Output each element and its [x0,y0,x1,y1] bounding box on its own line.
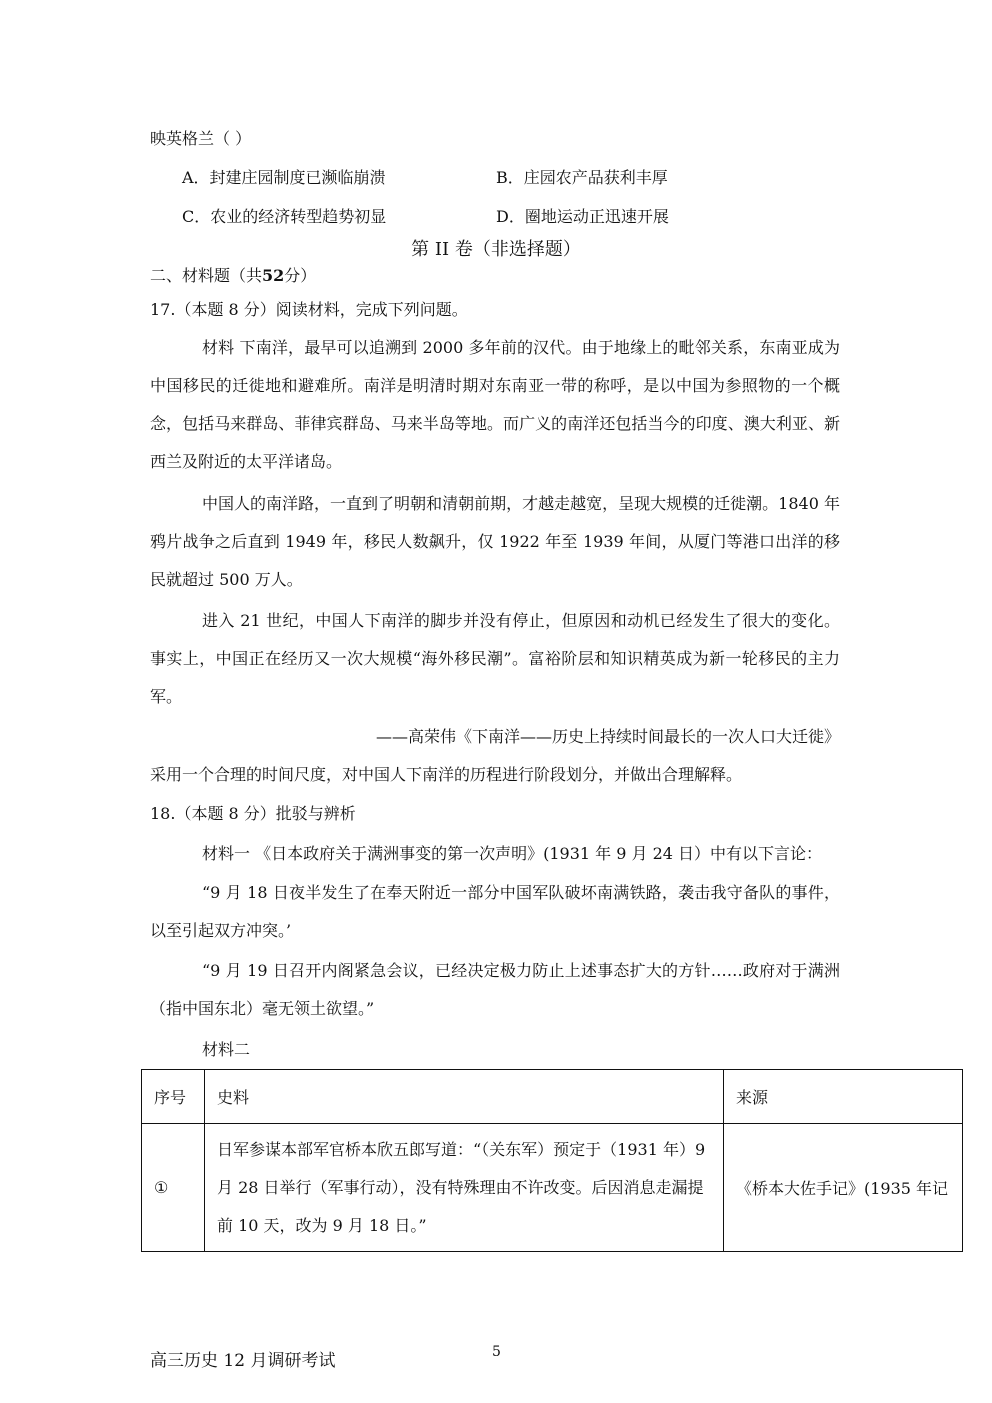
q17-citation: ——高荣伟《下南洋——历史上持续时间最长的一次人口大迁徙》 [375,727,840,746]
table-header-text: 史料 [205,1070,724,1124]
material2-table [141,1069,963,1252]
q16-option-c: C．农业的经济转型趋势初显 [182,207,387,226]
table-cell-no: ① [142,1124,205,1252]
q18-material1-intro: 材料一 《日本政府关于满洲事变的第一次声明》(1931 年 9 月 24 日）中有以下言论： [202,844,823,863]
q16-option-d: D．圈地运动正迅速开展 [496,207,669,226]
q18-material1-quote-2: “9 月 19 日召开内阁紧急会议，已经决定极力防止上述事态扩大的方针……政府对于满洲（指中国东北）毫无领土欲望。” [150,961,840,1018]
q18-header: 18.（本题 8 分）批驳与辨析 [150,804,356,823]
section-heading-suffix: 分） [284,266,317,285]
table-header-row [142,1070,963,1124]
section-heading [150,265,316,287]
footer-exam-title: 高三历史 12 月调研考试 [150,1351,336,1371]
q16-option-b: B．庄园农产品获利丰厚 [496,168,668,187]
table-cell-text-content: 日军参谋本部军官桥本欣五郎写道：“（关东军）预定于（1931 年）9 月 28 日举行（军事行动），没有特殊理由不许改变。后因消息走漏提前 10 天，改为 9 月 18 日。” [217,1139,706,1235]
q17-material-para-2: 中国人的南洋路，一直到了明朝和清朝前期，才越走越宽，呈现大规模的迁徙潮。1840 年鸦片战争之后直到 1949 年，移民人数飙升，仅 1922 年至 1939 年间，从厦门等港口出洋的移民就超过 500 万人。 [150,494,840,589]
q17-task: 采用一个合理的时间尺度，对中国人下南洋的历程进行阶段划分，并做出合理解释。 [150,765,743,784]
q16-stem-tail: 映英格兰（ ） [150,129,252,148]
section-heading-points: 52 [262,266,285,285]
q17-header: 17.（本题 8 分）阅读材料，完成下列问题。 [150,300,468,319]
table-row [142,1124,963,1252]
q17-material-para-3: 进入 21 世纪，中国人下南洋的脚步并没有停止，但原因和动机已经发生了很大的变化。事实上，中国正在经历又一次大规模“海外移民潮”。富裕阶层和知识精英成为新一轮移民的主力军。 [150,611,840,706]
page-number: 5 [492,1344,501,1360]
table-cell-source: 《桥本大佐手记》(1935 年记 [724,1124,963,1252]
part2-title: 第 II 卷（非选择题） [411,239,581,260]
q16-option-a: A．封建庄园制度已濒临崩溃 [182,168,386,187]
table-header-source: 来源 [724,1070,963,1124]
q18-material2-label: 材料二 [202,1040,251,1059]
section-heading-prefix: 二、材料题（共 [150,266,263,285]
q18-material1-quote-1: “9 月 18 日夜半发生了在奉天附近一部分中国军队破坏南满铁路，袭击我守备队的事件，以至引起双方冲突。’ [150,883,840,940]
table-cell-text [205,1124,724,1252]
table-header-no: 序号 [142,1070,205,1124]
q17-material-para-1: 材料 下南洋，最早可以追溯到 2000 多年前的汉代。由于地缘上的毗邻关系，东南亚成为中国移民的迁徙地和避难所。南洋是明清时期对东南亚一带的称呼，是以中国为参照物的一个概念，包括马来群岛、菲律宾群岛、马来半岛等地。而广义的南洋还包括当今的印度、澳大利亚、新西兰及附近的太平洋诸岛。 [150,338,840,471]
